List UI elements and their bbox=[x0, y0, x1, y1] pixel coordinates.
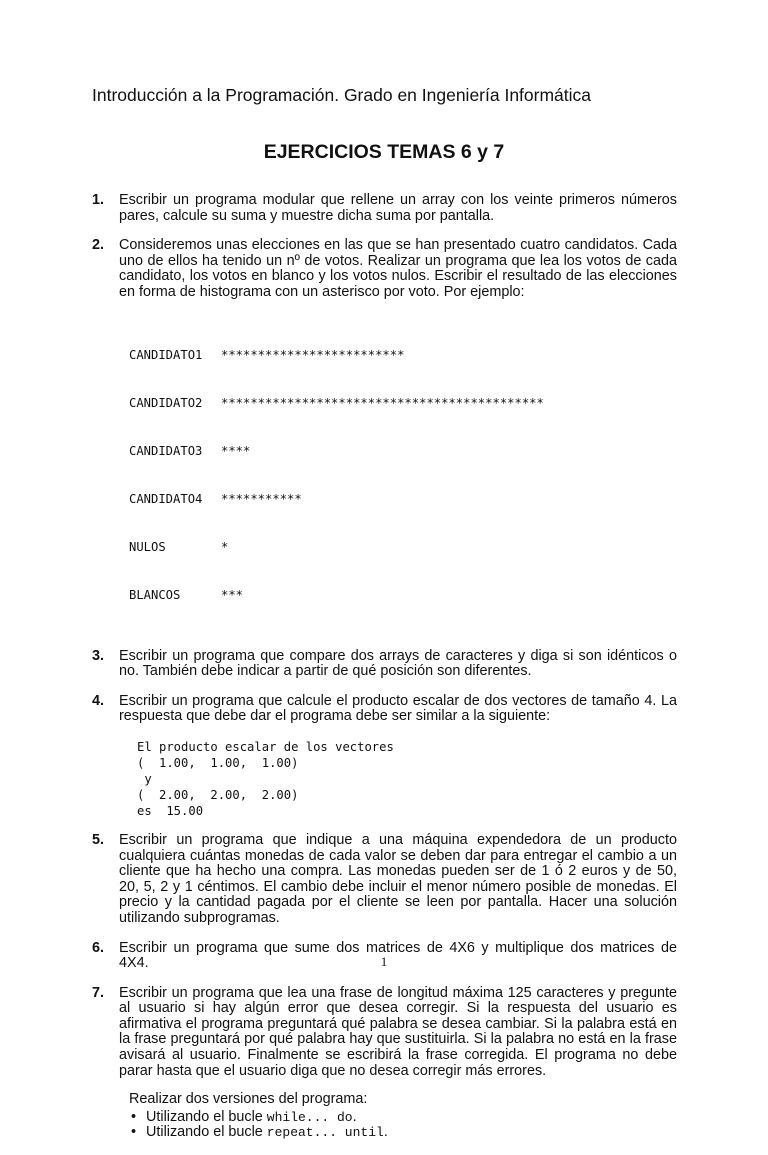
bullet-icon: • bbox=[131, 1108, 137, 1125]
exercise-number: 4. bbox=[92, 692, 105, 709]
loop-code: while... do bbox=[266, 1109, 353, 1125]
exercise-number: 6. bbox=[92, 939, 105, 956]
output-line: es 15.00 bbox=[137, 803, 204, 818]
exercise-text: Escribir un programa modular que rellene un array con los veinte primeros números pares, calcule su suma y muestre dicha suma por pantalla. bbox=[119, 192, 677, 224]
loop-code: repeat... until bbox=[266, 1125, 384, 1141]
version-suffix: . bbox=[383, 1124, 388, 1141]
histogram-bar: ******************************************** bbox=[221, 395, 544, 410]
output-line: ( 1.00, 1.00, 1.00) bbox=[137, 755, 299, 770]
histogram-label: CANDIDATO1 bbox=[129, 347, 203, 362]
exercise-list bbox=[92, 193, 677, 1155]
exercise-number: 7. bbox=[92, 984, 105, 1001]
version-text: Utilizando el bucle bbox=[146, 1124, 267, 1141]
exercise-2 bbox=[92, 238, 677, 634]
exercise-number: 1. bbox=[92, 192, 105, 208]
histogram-row bbox=[129, 587, 677, 603]
histogram-bar: *********** bbox=[221, 491, 302, 506]
output-line: y bbox=[137, 771, 152, 786]
document-header: Introducción a la Programación. Grado en Ingeniería Informática bbox=[92, 85, 592, 105]
list-item bbox=[129, 1110, 677, 1126]
output-line: El producto escalar de los vectores bbox=[137, 739, 394, 754]
histogram-row bbox=[129, 395, 677, 411]
sample-output bbox=[137, 739, 677, 819]
histogram-row bbox=[129, 539, 677, 555]
version-suffix: . bbox=[352, 1108, 357, 1125]
exercise-text: Escribir un programa que sume dos matrices de 4X6 y multiplique dos matrices de 4X4. bbox=[119, 939, 677, 972]
histogram-bar: ************************* bbox=[221, 347, 405, 362]
exercise-number: 5. bbox=[92, 831, 105, 848]
exercise-text: Escribir un programa que compare dos arrays de caracteres y diga si son idénticos o no. También debe indicar a partir de qué posición son diferentes. bbox=[119, 647, 677, 680]
exercise-text: Consideremos unas elecciones en las que se han presentado cuatro candidatos. Cada uno de ellos ha tenido un nº de votos. Realizar un programa que lea los votos de cada candidato, los votos en blanco y los votos nulos. Escribir el resultado de las elecciones en forma de histograma con un asterisco por voto. Por ejemplo: bbox=[119, 237, 677, 300]
histogram-label: CANDIDATO4 bbox=[129, 491, 203, 506]
histogram-bar: **** bbox=[221, 443, 251, 458]
histogram-row bbox=[129, 347, 677, 363]
versions-list bbox=[129, 1110, 677, 1141]
exercise-7 bbox=[92, 986, 677, 1141]
exercise-text: Escribir un programa que calcule el producto escalar de dos vectores de tamaño 4. La respuesta que debe dar el programa debe ser similar a la siguiente: bbox=[119, 692, 677, 725]
exercise-1 bbox=[92, 193, 677, 224]
exercise-number: 3. bbox=[92, 647, 105, 664]
histogram-label: CANDIDATO2 bbox=[129, 395, 203, 410]
histogram-row bbox=[129, 491, 677, 507]
exercise-3 bbox=[92, 649, 677, 680]
histogram-label: CANDIDATO3 bbox=[129, 443, 203, 458]
version-text: Utilizando el bucle bbox=[146, 1108, 267, 1125]
bullet-icon: • bbox=[131, 1124, 137, 1141]
exercise-text: Escribir un programa que indique a una máquina expendedora de un producto cualquiera cuántas monedas de cada valor se deben dar para entregar el cambio a un cliente que ha hecho una compra. Las monedas pueden ser de 1 ó 2 euros y de 50, 20, 5, 2 y 1 céntimos. El cambio debe incluir el menor número posible de monedas. El precio y la cantidad pagada por el cliente se leen por pantalla. Hacer una solución utilizando subprogramas. bbox=[119, 831, 677, 926]
histogram-bar: * bbox=[221, 539, 229, 554]
histogram-label: BLANCOS bbox=[129, 587, 181, 602]
list-item bbox=[129, 1125, 677, 1141]
exercise-text: Escribir un programa que lea una frase de longitud máxima 125 caracteres y pregunte al usuario si hay algún error que desea corregir. Si la respuesta del usuario es afirmativa el programa preguntará qué palabra se desea cambiar. Si la palabra está en la frase preguntará por qué palabra hay que sustituirla. Si la palabra no está en la frase avisará al usuario. Finalmente se escribirá la frase corregida. El programa no debe parar hasta que el usuario diga que no desea corregir más errores. bbox=[119, 984, 677, 1079]
histogram-row bbox=[129, 443, 677, 459]
page-number: 1 bbox=[380, 954, 388, 969]
histogram-bar: *** bbox=[221, 587, 244, 602]
versions-intro: Realizar dos versiones del programa: bbox=[129, 1091, 368, 1108]
exercise-5 bbox=[92, 833, 677, 927]
histogram-label: NULOS bbox=[129, 539, 166, 554]
output-line: ( 2.00, 2.00, 2.00) bbox=[137, 787, 299, 802]
exercise-4 bbox=[92, 694, 677, 819]
versions-block bbox=[129, 1092, 677, 1141]
exercise-number: 2. bbox=[92, 237, 105, 254]
histogram-example bbox=[129, 315, 677, 635]
page-title: EJERCICIOS TEMAS 6 y 7 bbox=[263, 141, 505, 163]
